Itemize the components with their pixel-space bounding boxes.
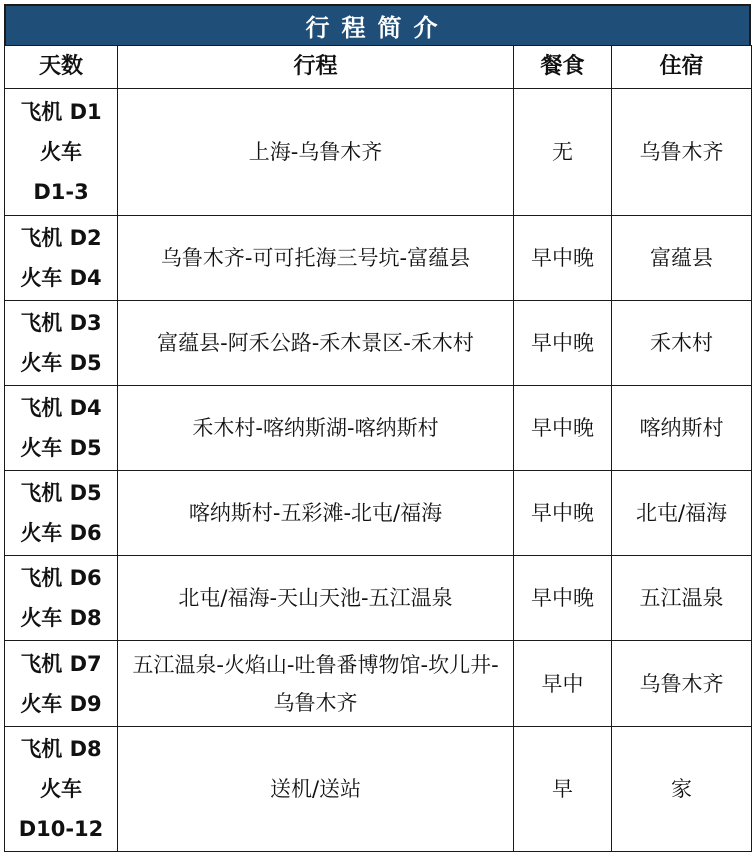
day-line: 火车 D8 xyxy=(20,606,102,630)
day-line: 飞机 D2 xyxy=(20,226,102,250)
table-row xyxy=(5,641,752,727)
table-row xyxy=(5,301,752,386)
table-body xyxy=(5,89,752,852)
header-stay: 住宿 xyxy=(612,46,752,89)
stay-cell: 乌鲁木齐 xyxy=(612,89,752,216)
stay-cell: 家 xyxy=(612,727,752,852)
day-cell xyxy=(5,641,118,727)
stay-cell: 禾木村 xyxy=(612,301,752,386)
day-line: 飞机 D6 xyxy=(20,566,102,590)
table-row xyxy=(5,727,752,852)
day-cell xyxy=(5,727,118,852)
day-cell xyxy=(5,216,118,301)
header-days: 天数 xyxy=(5,46,118,89)
route-cell: 五江温泉-火焰山-吐鲁番博物馆-坎儿井-乌鲁木齐 xyxy=(118,641,514,727)
route-cell: 富蕴县-阿禾公路-禾木景区-禾木村 xyxy=(118,301,514,386)
meals-cell: 早中晚 xyxy=(514,556,612,641)
route-cell: 禾木村-喀纳斯湖-喀纳斯村 xyxy=(118,386,514,471)
header-row xyxy=(5,46,752,89)
day-cell xyxy=(5,89,118,216)
meals-cell: 早中晚 xyxy=(514,301,612,386)
meals-cell: 早中晚 xyxy=(514,471,612,556)
meals-cell: 早中 xyxy=(514,641,612,727)
stay-cell: 喀纳斯村 xyxy=(612,386,752,471)
meals-cell: 早 xyxy=(514,727,612,852)
day-cell xyxy=(5,471,118,556)
route-cell: 送机/送站 xyxy=(118,727,514,852)
day-line: D10-12 xyxy=(18,817,104,841)
day-line: 飞机 D8 xyxy=(20,737,102,761)
day-line: 火车 D9 xyxy=(20,691,102,716)
header-route: 行程 xyxy=(118,46,514,89)
stay-cell: 五江温泉 xyxy=(612,556,752,641)
day-cell xyxy=(5,301,118,386)
day-line: 火车 D5 xyxy=(20,436,102,460)
meals-cell: 早中晚 xyxy=(514,216,612,301)
table-row xyxy=(5,386,752,471)
day-line: 火车 xyxy=(40,777,82,801)
meals-cell: 无 xyxy=(514,89,612,216)
stay-cell: 富蕴县 xyxy=(612,216,752,301)
day-line: 飞机 D3 xyxy=(20,311,102,335)
day-line: 火车 D4 xyxy=(20,266,102,290)
header-meals: 餐食 xyxy=(514,46,612,89)
route-cell: 北屯/福海-天山天池-五江温泉 xyxy=(118,556,514,641)
day-cell xyxy=(5,556,118,641)
stay-cell: 北屯/福海 xyxy=(612,471,752,556)
table-row xyxy=(5,471,752,556)
itinerary-table-container xyxy=(4,4,751,852)
day-line: 火车 D6 xyxy=(20,521,102,545)
table-row xyxy=(5,556,752,641)
table-row xyxy=(5,89,752,216)
meals-cell: 早中晚 xyxy=(514,386,612,471)
table-row xyxy=(5,216,752,301)
day-line: 飞机 D4 xyxy=(20,396,102,420)
day-line: 飞机 D1 xyxy=(20,100,102,124)
table-title: 行程简介 xyxy=(4,4,751,45)
day-line: D1-3 xyxy=(33,180,89,204)
day-cell xyxy=(5,386,118,471)
route-cell: 上海-乌鲁木齐 xyxy=(118,89,514,216)
day-line: 火车 xyxy=(40,140,82,164)
stay-cell: 乌鲁木齐 xyxy=(612,641,752,727)
day-line: 火车 D5 xyxy=(20,351,102,375)
route-cell: 乌鲁木齐-可可托海三号坑-富蕴县 xyxy=(118,216,514,301)
route-cell: 喀纳斯村-五彩滩-北屯/福海 xyxy=(118,471,514,556)
day-line: 飞机 D5 xyxy=(20,481,102,505)
itinerary-table xyxy=(4,45,752,852)
day-line: 飞机 D7 xyxy=(20,651,102,676)
